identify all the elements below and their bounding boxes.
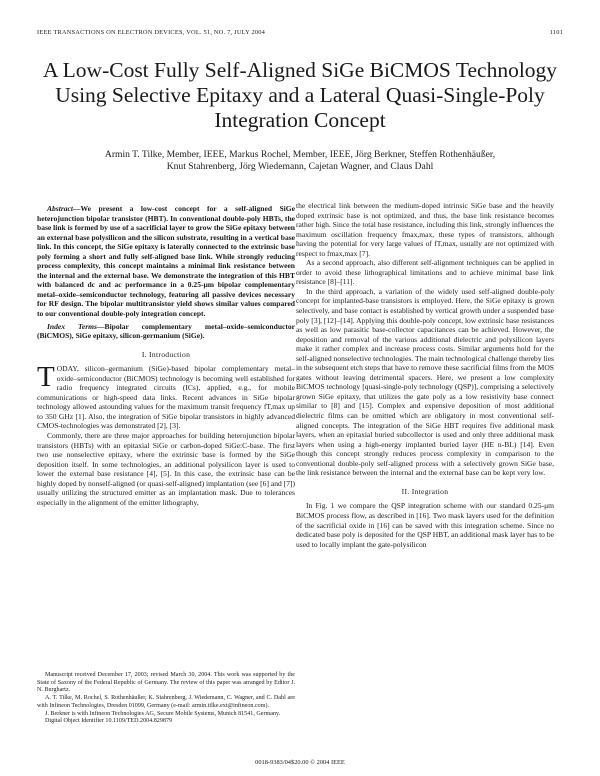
copyright-line: 0018-9383/04$20.00 © 2004 IEEE: [255, 759, 345, 766]
right-paragraph-3: In the third approach, a variation of the widely used self-aligned double-poly concept for implanted-base transistors is employed. Here, the SiGe epitaxy is grown selectively, and base contact is established by vertical growth under a suspended base poly [3], [12]–[14]. Applying this double-poly concept, low extrinsic base resistances as well as low parasitic base-collector capacitances can be achieved. However, the deposition and removal of the various additional dielectric and polysilicon layers make it rather complex and increase process costs. Similar arguments hold for the self-aligned nonselective technologies. The main technological challenge thereby lies in the subsequent etch steps that have to remove these sacrificial films from the MOS gates without leaving detrimental spacers. Here, we present a low complexity BiCMOS technology [quasi-single-poly technology (QSP)], comprising a selectively grown SiGe epitaxy, that utilizes the gate poly as a low resistivity base connect similar to [8] and [15]. Complex and expensive deposition of most additional dielectric films can be omitted which are obligatory in most conventional self-aligned concepts. The integration of the SiGe HBT requires five additional mask layers, when an epitaxial buried subcollector is used and only three additional mask layers when using a high-energy implanted buried layer (HE n-BL) [14]. Even though this concept strongly reduces process complexity in comparison to the conventional double-poly self-aligned process with a selectively grown SiGe base, the link resistance between the internal and the external base can be kept very low.: [296, 286, 555, 478]
index-terms-text: Bipolar complementary metal–oxide–semiconductor (BiCMOS), SiGe epitaxy, silicon-germanium (SiGe).: [37, 321, 295, 341]
footnote-berkner: J. Berkner is with Infineon Technologies AG, Secure Mobile Systems, Munich 81541, Germany.: [45, 710, 281, 717]
integration-paragraph-1: In Fig. 1 we compare the QSP integration scheme with our standard 0.25-μm BiCMOS process flow, as described in [16]. Two mask layers used for the definition of the sacrificial oxide in [16] can be saved with this integration scheme. Since no dedicated base poly is deposited for the QSP HBT, an additional mask layer has to be used to locally implant the gate-polysilicon: [296, 501, 554, 549]
running-head: [37, 29, 563, 36]
drop-cap: T: [37, 361, 55, 394]
left-column: [37, 204, 295, 507]
footnote-manuscript: Manuscript received December 17, 2003; revised March 30, 2004. This work was supported by the State of Saxony of the Federal Republic of Germany. The review of this paper was arranged by Editor J. N. Burghartz.: [37, 672, 295, 694]
right-paragraph-1: the electrical link between the medium-doped intrinsic SiGe base and the heavily doped extrinsic base is not optimized, and thus, the base link resistance becomes rather high. Since the total base resistance, including this link, strongly influences the maximum oscillation frequency fmax,max, these types of transistors, although having the potential for very large values of fT,max, usually are not optimized with respect to fmax,max [7].: [296, 201, 554, 258]
abstract: [37, 204, 295, 319]
intro-paragraph-2: Commonly, there are three major approaches for building heterojunction bipolar transistors (HBTs) with an epitaxial SiGe or carbon-doped SiGe:C-base. The first two use nonselective epitaxy, where the extrinsic base is formed by the SiGe deposition itself. In some technologies, an additional polysilicon layer is used to lower the external base resistance [4], [5]. In this case, the extrinsic base can be highly doped by nonself-aligned (or quasi-self-aligned) implantation (see [6] and [7]) usually utilizing the structured emitter as an implantation mask. Due to tolerances especially in the alignment of the emitter lithography,: [37, 431, 295, 507]
footnote-doi: Digital Object Identifier 10.1109/TED.2004.829879: [45, 718, 173, 725]
abstract-label: Abstract—: [47, 204, 81, 213]
author-list: [60, 149, 540, 173]
footnotes: [37, 672, 295, 726]
right-paragraph-2: As a second approach, also different self-alignment techniques can be applied in order to avoid these lithographical limitations and to achieve minimal base link resistance [8]–[11].: [296, 258, 554, 287]
intro-paragraph-1: [37, 361, 295, 431]
abstract-text: We present a low-cost concept for a self-aligned SiGe heterojunction bipolar transistor (HBT). In conventional double-poly HBTs, the base link is formed by use of a sacrificial layer to grow the SiGe epitaxy between an external base polysilicon and the silicon substrate, resulting in a vertical base link. In this concept, the SiGe epitaxy is laterally connected to the extrinsic base poly forming a short and fully self-aligned base link. While strongly reducing process complexity, this concept maintains a minimal link resistance between the internal and the external base. We demonstrate the integration of this HBT with balanced dc and ac performance in a 0.25-μm bipolar complementary metal–oxide–semiconductor technology, featuring all passive devices necessary for RF design. The bipolar multitransistor yield shows similar values compared to our conventional double-poly integration concept.: [37, 204, 295, 319]
author-line-2: Knut Stahrenberg, Jörg Wiedemann, Cajetan Wagner, and Claus Dahl: [166, 161, 434, 172]
journal-name: IEEE TRANSACTIONS ON ELECTRON DEVICES, VOL. 51, NO. 7, JULY 2004: [37, 29, 266, 36]
right-column: [296, 201, 554, 549]
author-line-1: Armin T. Tilke, Member, IEEE, Markus Rochel, Member, IEEE, Jörg Berkner, Steffen Rothenhäußer,: [104, 149, 496, 160]
page-number: 1101: [549, 29, 563, 36]
section-heading-integration: II. Integration: [401, 486, 449, 496]
section-heading-introduction: I. Introduction: [141, 349, 191, 359]
footnote-affiliation: A. T. Tilke, M. Rochel, S. Rothenhäußer, K. Stahrenberg, J. Wiedemann, C. Wagner, and C. Dahl are with Infineon Technologies, Dresden 01099, Germany (e-mail: armin.tilke.ext@infineon.com).: [37, 695, 295, 709]
intro-paragraph-1-text: ODAY, silicon–germanium (SiGe)-based bipolar complementary metal–oxide–semiconductor (BiCMOS) technology is becoming well established for radio frequency integrated circuits (ICs), applied, e.g., for mobile communications or high-speed data links. Recent advances in SiGe bipolar technology allowed astounding values for the maximum transit frequency fT,max up to 350 GHz [1]. Also, the integration of SiGe bipolar transistors in highly advanced CMOS-technologies was demonstrated [2], [3].: [37, 364, 295, 431]
index-terms: [37, 322, 295, 341]
paper-title: A Low-Cost Fully Self-Aligned SiGe BiCMOS Technology Using Selective Epitaxy and a Lateral Quasi-Single-Poly Integration Concept: [42, 58, 558, 132]
index-terms-label: Index Terms—: [47, 321, 105, 331]
